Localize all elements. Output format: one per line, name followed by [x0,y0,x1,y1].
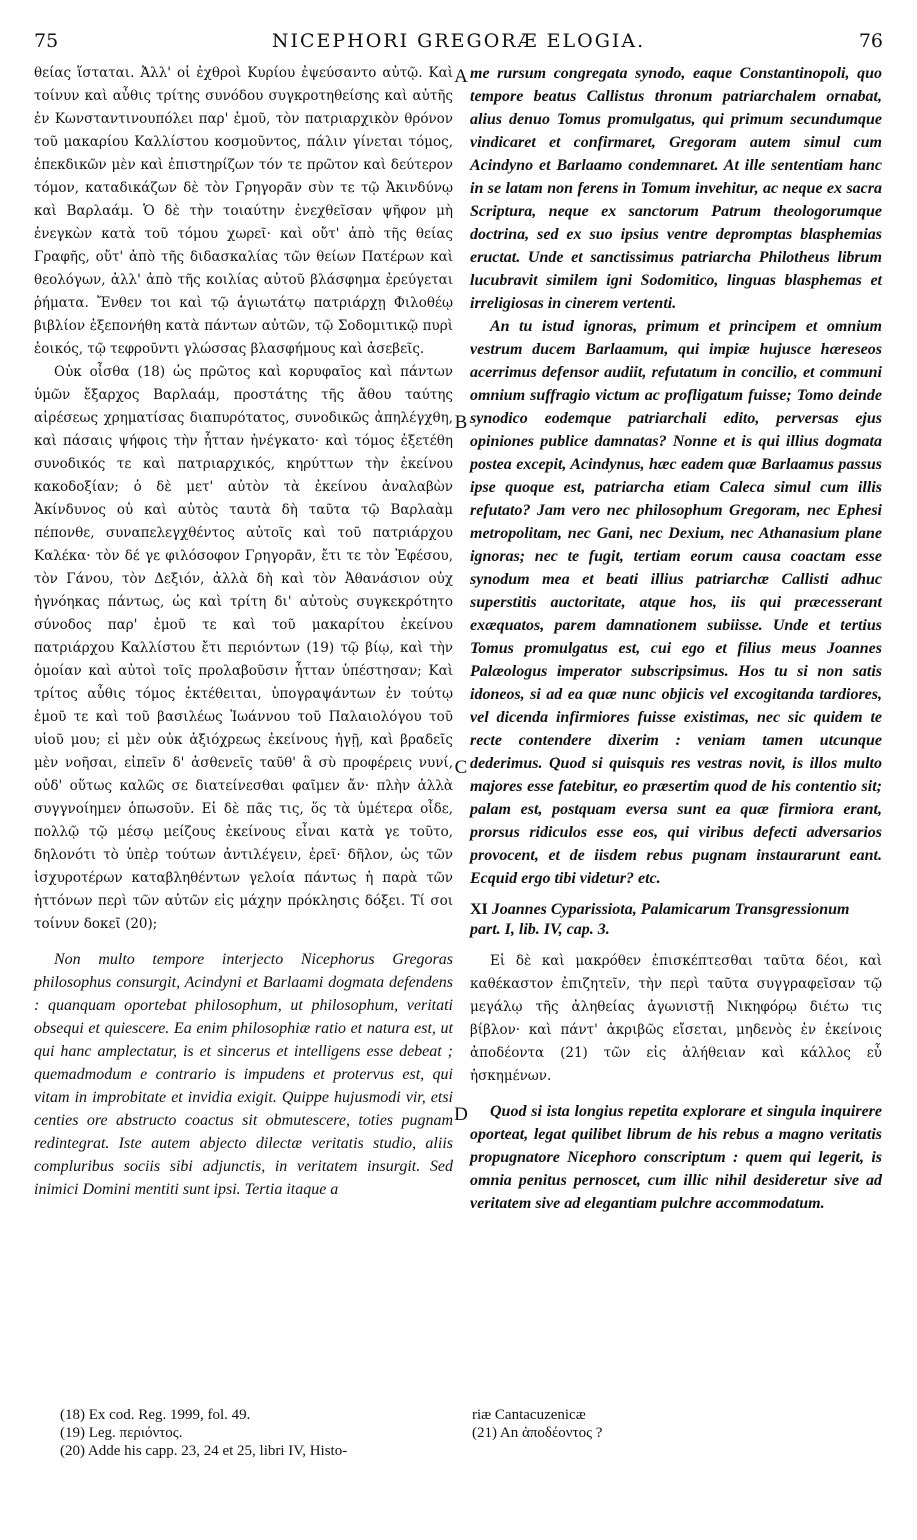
footnotes-right [472,1406,872,1442]
page-header [0,0,917,62]
section-title: Joannes Cyparissiota, Palamicarum Transgressionum part. I, lib. IV, cap. 3. [470,901,850,938]
footnote: (19) Leg. περιόντος. [60,1425,183,1441]
right-column [470,62,882,1215]
margin-letter-b: B [454,412,468,433]
latin-translation-paragraph: Quod si ista longius repetita explorare et singula inquirere oporteat, legat quilibet librum de his rebus a magno veritatis propugnatore Nicephoro conscriptum : quem qui legerit, is omnia penitus pernoscet, cum illic nihil desideretur sive ad veritatem sive ad elegantiam pulchre accommodatum. [470,1103,882,1212]
left-column [34,62,453,1201]
greek-paragraph: Εἰ δὲ καὶ μακρόθεν ἐπισκέπτεσθαι ταῦτα δέοι, καὶ καθέκαστον ἐπιζητεῖν, τὴν περὶ ταῦτα συγγραφεῖσαν τῷ μεγάλῳ τῆς ἀληθείας ἀγωνιστῇ Νικηφόρῳ διέτω τις βίβλον· καὶ πάντ' ἀκριβῶς εἴσεται, μηδενὸς ἐν ἐκείνοις ἀποδέοντα (21) τῶν εἰς ἀλήθειαν καὶ κάλλος εὖ ἠσκημένων. [470,953,882,1084]
margin-letter-a: A [454,66,468,87]
margin-letter-d: D [454,1104,468,1125]
section-number: XI [470,901,488,918]
footnote: (21) An ἀποδέοντος ? [472,1425,603,1441]
running-title: NICEPHORI GREGORÆ ELOGIA. [271,30,646,52]
greek-paragraph: Οὐκ οἶσθα (18) ὡς πρῶτος καὶ κορυφαῖος καὶ πάντων ὑμῶν ἔξαρχος Βαρλαάμ, προστάτης τῆς ἄθου ταύτης αἱρέσεως χρηματίσας διαπυρότατος, συνοδικῶς ἀπηλέγχθη, καὶ πάσαις ψήφοις τὴν ἧτταν ἠνέγκατο· καὶ τόμος ἐξετέθη συνοδικός τε καὶ πατριαρχικός, κηρύττων τὴν ἐκείνου κακοδοξίαν; ὁ δὲ μετ' αὐτὸν τὰ ἐκείνου ἀναλαβὼν Ἀκίνδυνος οὐ καὶ αὐτὸς ταυτὰ δὴ ταῦτα τῷ Βαρλαὰμ πέπονθε, συναπελεγχθέντος αὐτοῖς καὶ τοῦ πατριάρχου Καλέκα· τὸν δέ γε φιλόσοφον Γρηγορᾶν, ἔτι τε τὸν Ἐφέσου, τὸν Γάνου, τὸν Δεξιόν, ἀλλὰ δὴ καὶ τὸν Ἀθανάσιον οὐχ ἠγνόηκας πάντως, ὡς καὶ τρίτη δι' αὐτοὺς συγκεκρότητο σύνοδος παρ' ἐμοῦ τε καὶ τοῦ μακαρίτου ἐκείνου πατριάρχου Καλλίστου ἔτι περιόντων (19) τῷ βίῳ, καὶ τὴν ὁμοίαν καὶ αὐτοὶ τοῖς προλαβοῦσιν ἧτταν ὑπέστησαν; Καὶ τρίτος αὖθις τόμος ἐκτέθειται, ὑπογραψάντων ἐν τούτῳ ἐμοῦ τε καὶ τοῦ βασιλέως Ἰωάννου τοῦ Παλαιολόγου τοῦ υἱοῦ μου; εἰ μὲν οὐκ ἀξιόχρεως ἐκείνους ἡγῇ, καὶ βραδεῖς μὲν νοῆσαι, εἰπεῖν δ' ἀσθενεῖς ταῦθ' ἃ σὺ προφέρεις νυνί, οὐδ' οὕτως καλῶς σε διατείνεσθαι φαῖμεν ἄν· πλὴν ἀλλὰ συγγνοίημεν ὁπωσοῦν. Εἰ δὲ πᾶς τις, ὅς τὰ ὑμέτερα οἶδε, πολλῷ τῷ μέσῳ μείζους ἐκείνους εἶναι κατὰ γε τοῦτο, δηλονότι τὸ ὑπὲρ τούτων ἀντιλέγειν, ἐρεῖ· δῆλον, ὡς τῶν ἰσχυροτέρων καταβληθέντων γελοία πάντως ἡ παρὰ τῶν ἡττόνων περὶ τῶν αὐτῶν εἰς μάχην πρόκλησις δόξει. Τί σοι τοίνυν δοκεῖ (20); [34,364,453,932]
footnote: (20) Adde his capp. 23, 24 et 25, libri IV, Histo- [60,1443,348,1459]
footnote: (18) Ex cod. Reg. 1999, fol. 49. [60,1407,251,1423]
footnote: riæ Cantacuzenicæ [472,1407,586,1423]
greek-paragraph: θείας ἵσταται. Ἀλλ' οἱ ἐχθροὶ Κυρίου ἐψεύσαντο αὐτῷ. Καὶ τοίνυν καὶ αὖθις τρίτης συνόδου συγκροτηθείσης καὶ αὐτῆς ἐν Κωνσταντινουπόλει παρ' ἐμοῦ, τὸν πατριαρχικὸν θρόνον τοῦ μακαρίου Καλλίστου κοσμοῦντος, πάλιν γίνεται τόμος, ἐπεκδικῶν μὲν καὶ ἐπιστηρίζων τόν τε πρῶτον καὶ δεύτερον τόμον, καταδικάζων δὲ τὸν Γρηγορᾶν σὺν τε τῷ Ἀκινδύνῳ καὶ Βαρλαάμ. Ὁ δὲ τὴν τοιαύτην ἐνεχθεῖσαν ψῆφον μὴ ἐνεγκὼν κατὰ τοῦ τόμου χωρεῖ· καὶ οὔτ' ἀπὸ τῆς θείας Γραφῆς, οὔτ' ἀπὸ τῆς διδασκαλίας τῶν θείων Πατέρων καὶ θεολόγων, ἀλλ' ἀπὸ τῆς κοιλίας αὐτοῦ βλάσφημα ἐρεύγεται ῥήματα. Ἔνθεν τοι καὶ τῷ ἁγιωτάτῳ πατριάρχῃ Φιλοθέῳ βιβλίον ἐξεπονήθη κατὰ πάντων αὐτῶν, τῷ Σοδομιτικῷ πυρὶ ἐοικός, τῷ τεφροῦντι γλώσσας βλασφήμους καὶ ἀσεβεῖς. [34,65,453,357]
latin-translation-paragraph: me rursum congregata synodo, eaque Constantinopoli, quo tempore beatus Callistus thronum patriarchalem ornabat, alius denuo Tomus promulgatus, qui primum secundumque vindicaret et confirmaret, Gregoram autem simul cum Acindyno et Barlaamo condemnaret. At ille sententiam hanc in se latam non ferens in Tomum invehitur, ac neque ex sacra Scriptura, neque ex sanctorum Patrum theologorumque doctrina, sed ex suo ipsius ventre depromptas blasphemias eructat. Unde et sanctissimus patriarcha Philotheus librum lucubravit similem igni Sodomitico, linguas blasphemas et irreligiosas in cinerem vertenti. [470,65,882,312]
section-heading [470,900,882,940]
footnotes-left [60,1406,460,1460]
page-number-left: 75 [34,30,59,52]
page-number-right: 76 [858,30,883,52]
latin-translation-paragraph: Non multo tempore interjecto Nicephorus Gregoras philosophus consurgit, Acindyni et Barlaami dogmata defendens : quanquam oportebat philosophum, ut philosophum, veritati obsequi et quiescere. Ea enim philosophiæ ratio et natura est, ut qui hanc amplectatur, is et sincerus et intelligens esse debeat ; quemadmodum e contrario is impudens et protervus est, qui vitam in improbitate et invidia exigit. Quippe hujusmodi vir, etsi centies ore abstructo coactus sit obmutescere, toties pugnam redintegrat. Iste autem abjecto dilectæ veritatis studio, aliis compluribus sociis sibi adjunctis, in veritatem insurgit. Sed inimici Domini mentiti sunt ipsi. Tertia itaque a [34,951,453,1198]
latin-translation-paragraph: An tu istud ignoras, primum et principem et omnium vestrum ducem Barlaamum, qui impiæ hujusce hæreseos acerrimus defensor audiit, refutatum in concilio, et communi omnium suffragio victum ac profligatum fuisse; Tomo deinde synodico eodemque patriarchali edito, perversas ejus opiniones publice damnatas? Nonne et is qui illius dogmata postea excepit, Acindynus, hæc eadem quæ Barlaamus passus ipse quoque est, patriarcha etiam Caleca simul cum illis refutato? Jam vero nec philosophum Gregoram, nec Ephesi metropolitam, nec Gani, nec Dexium, nec Athanasium plane ignoras; nec te fugit, tertiam eorum causa coactam esse synodum mea et beati illius patriarchæ Callisti adhuc superstitis auctoritate, atque hos, iis qui præcesserant exæquatos, parem damnationem subiisse. Unde et tertius Tomus promulgatus est, cui ego et filius meus Joannes Palæologus imperator subscripsimus. Hos tu si non satis idoneos, si ad ea quæ nunc objicis vel excogitanda tardiores, vel dicenda infirmiores fuisse existimas, nec sic quidem te recte contendere dixerim : veniam tamen utcunque dederimus. Quod si quisquis res vestras novit, is illos multo majores esse fatebitur, eo præsertim quod de his contentio sit; palam est, postquam eversa sunt ea quæ firmiora erant, prorsus ridiculos esse eos, qui viribus defecti adversarios provocent, et de iisdem rebus pugnam instaurarunt eant. Ecquid ergo tibi videtur? etc. [470,318,882,887]
margin-letter-c: C [454,757,468,778]
